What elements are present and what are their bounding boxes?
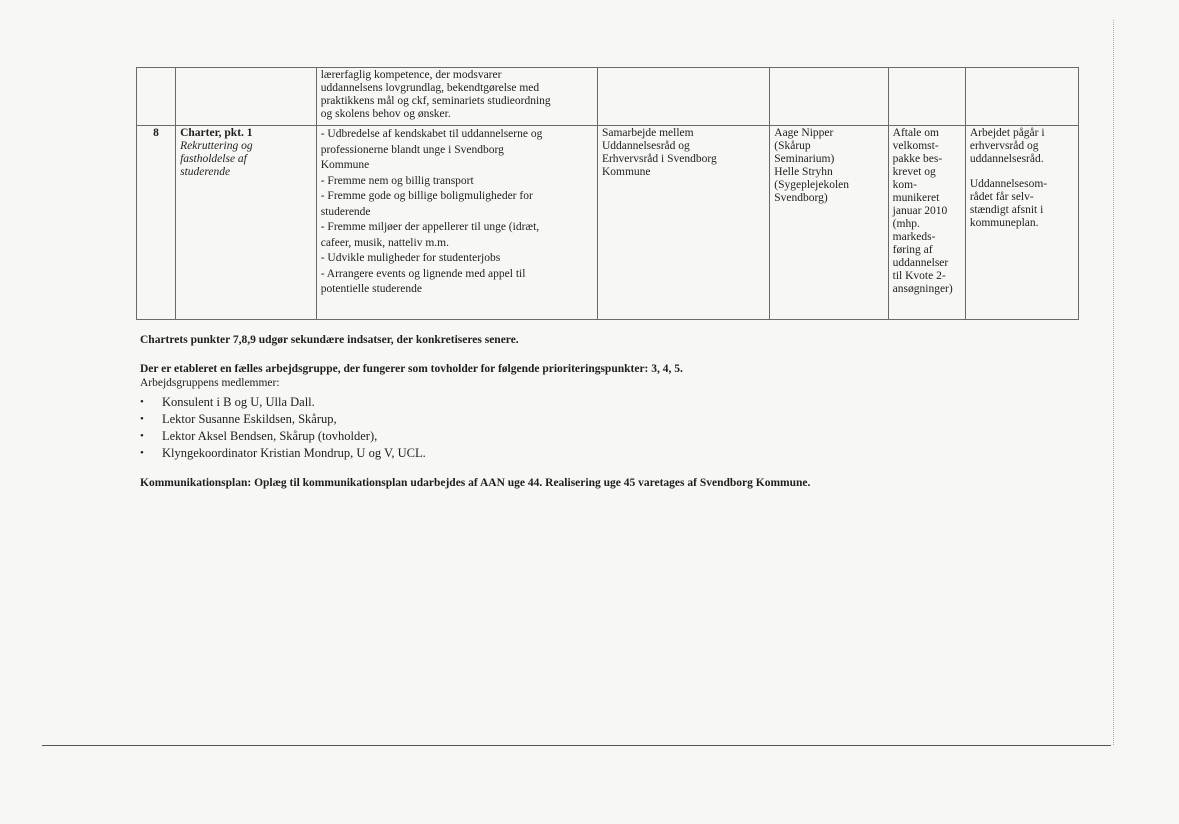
cell-agreement bbox=[888, 126, 965, 320]
agreement-line: velkomst- bbox=[892, 140, 939, 152]
table-row-continued bbox=[137, 68, 1079, 126]
cell-description-continued bbox=[316, 68, 597, 126]
cell-responsible bbox=[770, 126, 888, 320]
desc-line: - Fremme miljøer der appellerer til unge (idræt, bbox=[320, 221, 540, 233]
bullet-icon: • bbox=[140, 396, 144, 408]
workgroup-heading: Der er etableret en fælles arbejdsgruppe, der fungerer som tovholder for følgende prioriteringspunkter: 3, 4, 5. bbox=[140, 363, 683, 375]
communication-plan: Kommunikationsplan: Oplæg til kommunikationsplan udarbejdes af AAN uge 44. Realisering uge 45 varetages af Svendborg Kommune. bbox=[140, 477, 811, 489]
cell-partners bbox=[597, 126, 769, 320]
footer-rule bbox=[42, 745, 1111, 746]
cell-status-empty bbox=[965, 68, 1078, 126]
partners-line: Samarbejde mellem bbox=[601, 127, 694, 139]
status-line: stændigt afsnit i bbox=[969, 204, 1044, 216]
charter-point-title: Charter, pkt. 1 bbox=[180, 127, 253, 139]
status-line: erhvervsråd og bbox=[969, 140, 1039, 152]
agreement-line: uddannelser bbox=[892, 257, 949, 269]
cell-description bbox=[316, 126, 597, 320]
partners-line: Uddannelsesråd og bbox=[601, 140, 690, 152]
agreement-line: Aftale om bbox=[892, 127, 939, 139]
list-item bbox=[140, 445, 426, 462]
charter-subtitle-line: studerende bbox=[180, 166, 231, 178]
desc-line: studerende bbox=[320, 205, 371, 218]
member-name: Lektor Susanne Eskildsen, Skårup, bbox=[162, 412, 337, 426]
member-name: Lektor Aksel Bendsen, Skårup (tovholder), bbox=[162, 429, 378, 443]
responsible-line: (Skårup bbox=[774, 140, 811, 152]
agreement-line: markeds- bbox=[892, 231, 936, 243]
status-line: kommuneplan. bbox=[969, 217, 1039, 229]
charter-subtitle-line: Rekruttering og bbox=[180, 140, 253, 152]
agreement-line: til Kvote 2- bbox=[892, 270, 946, 282]
members-list bbox=[140, 394, 426, 462]
list-item bbox=[140, 394, 426, 411]
responsible-line: Aage Nipper bbox=[774, 127, 834, 139]
status-gap bbox=[970, 166, 1074, 178]
row-number: 8 bbox=[137, 126, 176, 320]
agreement-line: januar 2010 bbox=[892, 205, 948, 217]
member-name: Klyngekoordinator Kristian Mondrup, U og V, UCL. bbox=[162, 446, 426, 460]
cell-status bbox=[965, 126, 1078, 320]
list-item bbox=[140, 411, 426, 428]
desc-line: - Udbredelse af kendskabet til uddannelserne og bbox=[320, 128, 543, 140]
member-name: Konsulent i B og U, Ulla Dall. bbox=[162, 395, 315, 409]
bullet-icon: • bbox=[140, 430, 144, 442]
charter-table bbox=[136, 67, 1079, 320]
responsible-line: Helle Stryhn bbox=[774, 166, 833, 178]
status-line: uddannelsesråd. bbox=[969, 153, 1044, 165]
desc-line: cafeer, musik, natteliv m.m. bbox=[320, 236, 449, 249]
cell-partners-empty bbox=[597, 68, 769, 126]
desc-line: - Udvikle muligheder for studenterjobs bbox=[320, 252, 501, 264]
desc-line: professionerne blandt unge i Svendborg bbox=[320, 143, 504, 156]
members-label: Arbejdsgruppens medlemmer: bbox=[140, 377, 280, 389]
cell-responsible-empty bbox=[770, 68, 888, 126]
bullet-icon: • bbox=[140, 447, 144, 459]
desc-line: og skolens behov og ønsker. bbox=[320, 108, 451, 120]
responsible-line: (Sygeplejekolen bbox=[774, 179, 849, 191]
agreement-line: kom- bbox=[892, 179, 917, 191]
desc-line: praktikkens mål og ckf, seminariets studieordning bbox=[320, 95, 551, 107]
margin-line bbox=[1113, 20, 1114, 745]
list-item bbox=[140, 428, 426, 445]
secondary-note: Chartrets punkter 7,8,9 udgør sekundære indsatser, der konkretiseres senere. bbox=[140, 334, 519, 346]
status-line: Uddannelsesom- bbox=[969, 178, 1048, 190]
desc-line: Kommune bbox=[320, 159, 370, 171]
desc-line: potentielle studerende bbox=[320, 283, 422, 295]
agreement-line: munikeret bbox=[892, 192, 940, 204]
status-line: rådet får selv- bbox=[969, 191, 1034, 203]
agreement-line: pakke bes- bbox=[892, 153, 943, 165]
agreement-line: krevet og bbox=[892, 166, 936, 178]
cell-number-empty bbox=[137, 68, 176, 126]
desc-line: - Fremme nem og billig transport bbox=[320, 174, 474, 187]
status-line: Arbejdet pågår i bbox=[969, 127, 1045, 139]
bullet-icon: • bbox=[140, 413, 144, 425]
agreement-line: ansøgninger) bbox=[892, 283, 953, 295]
cell-agreement-empty bbox=[888, 68, 965, 126]
agreement-line: (mhp. bbox=[892, 218, 920, 230]
responsible-line: Svendborg) bbox=[774, 192, 828, 204]
cell-charter-title bbox=[176, 126, 317, 320]
desc-line: - Fremme gode og billige boligmuligheder for bbox=[320, 190, 533, 202]
desc-line: uddannelsens lovgrundlag, bekendtgørelse med bbox=[320, 82, 540, 94]
partners-line: Erhvervsråd i Svendborg bbox=[601, 153, 717, 165]
agreement-line: føring af bbox=[892, 244, 933, 256]
partners-line: Kommune bbox=[601, 166, 651, 178]
desc-line: lærerfaglig kompetence, der modsvarer bbox=[320, 69, 502, 81]
cell-title-empty bbox=[176, 68, 317, 126]
charter-subtitle-line: fastholdelse af bbox=[180, 153, 247, 165]
desc-line: - Arrangere events og lignende med appel til bbox=[320, 267, 526, 280]
responsible-line: Seminarium) bbox=[774, 153, 835, 165]
table-row-8 bbox=[137, 126, 1079, 320]
